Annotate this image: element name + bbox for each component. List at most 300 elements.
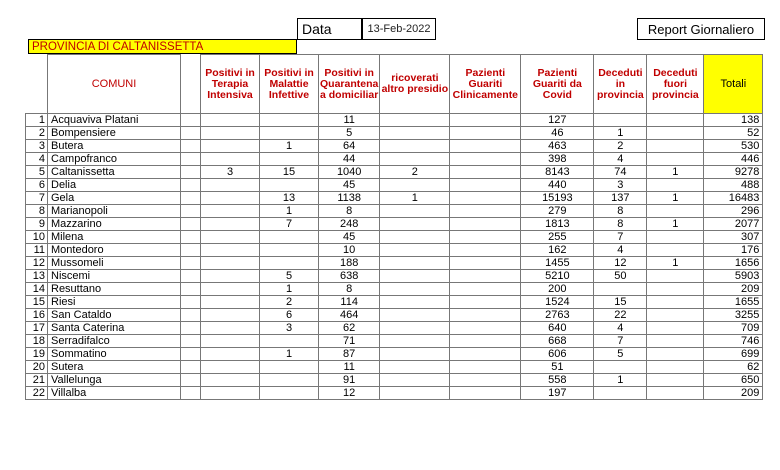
quarantena-value: 45 — [319, 231, 380, 244]
guariti-clinicamente-value — [450, 374, 521, 387]
quarantena-value: 114 — [319, 296, 380, 309]
malattie-infettive-value: 1 — [260, 283, 319, 296]
deceduti-fuori-value — [647, 231, 704, 244]
row-index: 20 — [26, 361, 48, 374]
row-index: 7 — [26, 192, 48, 205]
gap-cell — [181, 387, 201, 400]
row-index: 1 — [26, 114, 48, 127]
terapia-intensiva-value — [201, 114, 260, 127]
malattie-infettive-value: 15 — [260, 166, 319, 179]
quarantena-value: 64 — [319, 140, 380, 153]
guariti-covid-value: 279 — [521, 205, 594, 218]
deceduti-fuori-value — [647, 179, 704, 192]
ricoverati-value — [380, 218, 450, 231]
terapia-intensiva-value — [201, 127, 260, 140]
malattie-infettive-value — [260, 153, 319, 166]
guariti-clinicamente-value — [450, 153, 521, 166]
quarantena-value: 44 — [319, 153, 380, 166]
table-row — [26, 231, 763, 244]
deceduti-fuori-value — [647, 153, 704, 166]
guariti-clinicamente-value — [450, 283, 521, 296]
ricoverati-value — [380, 205, 450, 218]
guariti-covid-value: 463 — [521, 140, 594, 153]
guariti-clinicamente-value — [450, 387, 521, 400]
comune-name: Campofranco — [48, 153, 181, 166]
totali-value: 1655 — [704, 296, 763, 309]
gap-cell — [181, 114, 201, 127]
gap-cell — [181, 244, 201, 257]
quarantena-value: 62 — [319, 322, 380, 335]
totali-value: 488 — [704, 179, 763, 192]
deceduti-fuori-value — [647, 270, 704, 283]
ricoverati-value — [380, 270, 450, 283]
ricoverati-value — [380, 179, 450, 192]
deceduti-provincia-value — [594, 361, 647, 374]
table-row — [26, 335, 763, 348]
comune-name: San Cataldo — [48, 309, 181, 322]
row-index: 6 — [26, 179, 48, 192]
deceduti-provincia-value — [594, 283, 647, 296]
guariti-clinicamente-value — [450, 192, 521, 205]
guariti-clinicamente-value — [450, 114, 521, 127]
terapia-intensiva-value — [201, 309, 260, 322]
table-row — [26, 244, 763, 257]
ricoverati-value — [380, 335, 450, 348]
quarantena-value: 248 — [319, 218, 380, 231]
table-row — [26, 387, 763, 400]
ricoverati-value — [380, 348, 450, 361]
row-index: 13 — [26, 270, 48, 283]
province-title: PROVINCIA DI CALTANISSETTA — [28, 39, 297, 54]
deceduti-fuori-value: 1 — [647, 192, 704, 205]
totali-value: 296 — [704, 205, 763, 218]
deceduti-provincia-value — [594, 114, 647, 127]
totali-value: 16483 — [704, 192, 763, 205]
deceduti-fuori-value — [647, 361, 704, 374]
table-row — [26, 179, 763, 192]
table-row — [26, 374, 763, 387]
malattie-infettive-value — [260, 361, 319, 374]
table-row — [26, 361, 763, 374]
row-index: 21 — [26, 374, 48, 387]
gap-cell — [181, 127, 201, 140]
guariti-covid-value: 8143 — [521, 166, 594, 179]
ricoverati-value — [380, 374, 450, 387]
guariti-clinicamente-value — [450, 218, 521, 231]
malattie-infettive-value: 3 — [260, 322, 319, 335]
guariti-covid-value: 606 — [521, 348, 594, 361]
gap-cell — [181, 192, 201, 205]
row-index: 12 — [26, 257, 48, 270]
terapia-intensiva-value — [201, 387, 260, 400]
totali-value: 1656 — [704, 257, 763, 270]
deceduti-provincia-value: 4 — [594, 244, 647, 257]
deceduti-provincia-value: 137 — [594, 192, 647, 205]
table-row — [26, 205, 763, 218]
deceduti-provincia-value: 4 — [594, 153, 647, 166]
gap-cell — [181, 218, 201, 231]
totali-value: 709 — [704, 322, 763, 335]
ricoverati-value: 2 — [380, 166, 450, 179]
guariti-covid-value: 197 — [521, 387, 594, 400]
gap-cell — [181, 231, 201, 244]
guariti-clinicamente-value — [450, 166, 521, 179]
guariti-clinicamente-value — [450, 127, 521, 140]
guariti-covid-value: 162 — [521, 244, 594, 257]
report-table — [25, 54, 763, 400]
ricoverati-value — [380, 309, 450, 322]
gap-cell — [181, 283, 201, 296]
deceduti-provincia-value: 3 — [594, 179, 647, 192]
totali-value: 52 — [704, 127, 763, 140]
guariti-covid-value: 398 — [521, 153, 594, 166]
guariti-covid-value: 127 — [521, 114, 594, 127]
terapia-intensiva-value — [201, 335, 260, 348]
totali-value: 209 — [704, 387, 763, 400]
deceduti-fuori-value: 1 — [647, 166, 704, 179]
guariti-clinicamente-value — [450, 361, 521, 374]
ricoverati-value — [380, 257, 450, 270]
malattie-infettive-value — [260, 244, 319, 257]
comune-name: Gela — [48, 192, 181, 205]
guariti-clinicamente-value — [450, 335, 521, 348]
header-guariti-covid: Pazienti Guariti da Covid — [521, 55, 594, 114]
guariti-clinicamente-value — [450, 179, 521, 192]
deceduti-fuori-value — [647, 322, 704, 335]
deceduti-provincia-value: 5 — [594, 348, 647, 361]
header-index-cell — [26, 55, 48, 114]
report-title: Report Giornaliero — [637, 18, 765, 40]
guariti-clinicamente-value — [450, 244, 521, 257]
row-index: 18 — [26, 335, 48, 348]
totali-value: 9278 — [704, 166, 763, 179]
totali-value: 746 — [704, 335, 763, 348]
malattie-infettive-value: 1 — [260, 140, 319, 153]
quarantena-value: 188 — [319, 257, 380, 270]
totali-value: 699 — [704, 348, 763, 361]
deceduti-provincia-value: 1 — [594, 374, 647, 387]
table-row — [26, 322, 763, 335]
header-quarantena: Positivi in Quarantena a domiciliar — [319, 55, 380, 114]
table-row — [26, 114, 763, 127]
totali-value: 138 — [704, 114, 763, 127]
ricoverati-value — [380, 283, 450, 296]
table-row — [26, 348, 763, 361]
comune-name: Marianopoli — [48, 205, 181, 218]
gap-cell — [181, 257, 201, 270]
row-index: 17 — [26, 322, 48, 335]
malattie-infettive-value — [260, 179, 319, 192]
deceduti-provincia-value: 8 — [594, 205, 647, 218]
guariti-covid-value: 200 — [521, 283, 594, 296]
header-ricoverati: ricoverati altro presidio — [380, 55, 450, 114]
terapia-intensiva-value — [201, 218, 260, 231]
deceduti-fuori-value — [647, 283, 704, 296]
malattie-infettive-value: 13 — [260, 192, 319, 205]
gap-cell — [181, 361, 201, 374]
guariti-covid-value: 558 — [521, 374, 594, 387]
deceduti-fuori-value — [647, 127, 704, 140]
malattie-infettive-value — [260, 387, 319, 400]
guariti-covid-value: 1455 — [521, 257, 594, 270]
header-terapia-intensiva: Positivi in Terapia Intensiva — [201, 55, 260, 114]
terapia-intensiva-value — [201, 322, 260, 335]
comune-name: Resuttano — [48, 283, 181, 296]
table-row — [26, 283, 763, 296]
deceduti-fuori-value — [647, 244, 704, 257]
totali-value: 62 — [704, 361, 763, 374]
ricoverati-value — [380, 322, 450, 335]
quarantena-value: 5 — [319, 127, 380, 140]
row-index: 4 — [26, 153, 48, 166]
deceduti-fuori-value — [647, 335, 704, 348]
malattie-infettive-value: 6 — [260, 309, 319, 322]
terapia-intensiva-value — [201, 205, 260, 218]
guariti-clinicamente-value — [450, 140, 521, 153]
deceduti-provincia-value: 15 — [594, 296, 647, 309]
deceduti-provincia-value: 50 — [594, 270, 647, 283]
comune-name: Delia — [48, 179, 181, 192]
comune-name: Vallelunga — [48, 374, 181, 387]
table-row — [26, 166, 763, 179]
guariti-covid-value: 46 — [521, 127, 594, 140]
comune-name: Milena — [48, 231, 181, 244]
guariti-covid-value: 2763 — [521, 309, 594, 322]
comune-name: Caltanissetta — [48, 166, 181, 179]
quarantena-value: 464 — [319, 309, 380, 322]
deceduti-provincia-value — [594, 387, 647, 400]
malattie-infettive-value: 7 — [260, 218, 319, 231]
deceduti-fuori-value — [647, 387, 704, 400]
gap-cell — [181, 374, 201, 387]
quarantena-value: 10 — [319, 244, 380, 257]
row-index: 11 — [26, 244, 48, 257]
comune-name: Niscemi — [48, 270, 181, 283]
table-row — [26, 257, 763, 270]
terapia-intensiva-value — [201, 296, 260, 309]
gap-cell — [181, 335, 201, 348]
guariti-covid-value: 15193 — [521, 192, 594, 205]
quarantena-value: 91 — [319, 374, 380, 387]
comune-name: Acquaviva Platani — [48, 114, 181, 127]
row-index: 19 — [26, 348, 48, 361]
header-totali: Totali — [704, 55, 763, 114]
ricoverati-value — [380, 296, 450, 309]
guariti-clinicamente-value — [450, 348, 521, 361]
row-index: 16 — [26, 309, 48, 322]
quarantena-value: 1138 — [319, 192, 380, 205]
quarantena-value: 12 — [319, 387, 380, 400]
deceduti-fuori-value — [647, 114, 704, 127]
ricoverati-value — [380, 361, 450, 374]
gap-cell — [181, 166, 201, 179]
deceduti-provincia-value: 2 — [594, 140, 647, 153]
quarantena-value: 87 — [319, 348, 380, 361]
header-deceduti-fuori: Deceduti fuori provincia — [647, 55, 704, 114]
header-gap-cell — [181, 55, 201, 114]
malattie-infettive-value: 2 — [260, 296, 319, 309]
ricoverati-value — [380, 153, 450, 166]
ricoverati-value — [380, 114, 450, 127]
comune-name: Sutera — [48, 361, 181, 374]
quarantena-value: 45 — [319, 179, 380, 192]
totali-value: 446 — [704, 153, 763, 166]
table-row — [26, 192, 763, 205]
malattie-infettive-value — [260, 257, 319, 270]
malattie-infettive-value — [260, 231, 319, 244]
header-guariti-clinicamente: Pazienti Guariti Clinicamente — [450, 55, 521, 114]
gap-cell — [181, 270, 201, 283]
comune-name: Serradifalco — [48, 335, 181, 348]
table-row — [26, 296, 763, 309]
comune-name: Mussomeli — [48, 257, 181, 270]
guariti-clinicamente-value — [450, 270, 521, 283]
deceduti-provincia-value: 8 — [594, 218, 647, 231]
deceduti-fuori-value — [647, 205, 704, 218]
quarantena-value: 8 — [319, 205, 380, 218]
totali-value: 530 — [704, 140, 763, 153]
row-index: 8 — [26, 205, 48, 218]
row-index: 2 — [26, 127, 48, 140]
comune-name: Sommatino — [48, 348, 181, 361]
row-index: 15 — [26, 296, 48, 309]
table-row — [26, 218, 763, 231]
quarantena-value: 638 — [319, 270, 380, 283]
gap-cell — [181, 205, 201, 218]
row-index: 9 — [26, 218, 48, 231]
guariti-covid-value: 51 — [521, 361, 594, 374]
comune-name: Villalba — [48, 387, 181, 400]
deceduti-provincia-value: 22 — [594, 309, 647, 322]
terapia-intensiva-value — [201, 348, 260, 361]
quarantena-value: 71 — [319, 335, 380, 348]
row-index: 3 — [26, 140, 48, 153]
malattie-infettive-value: 1 — [260, 348, 319, 361]
row-index: 22 — [26, 387, 48, 400]
quarantena-value: 8 — [319, 283, 380, 296]
quarantena-value: 11 — [319, 361, 380, 374]
terapia-intensiva-value — [201, 231, 260, 244]
deceduti-fuori-value — [647, 309, 704, 322]
malattie-infettive-value — [260, 127, 319, 140]
totali-value: 5903 — [704, 270, 763, 283]
row-index: 5 — [26, 166, 48, 179]
gap-cell — [181, 140, 201, 153]
guariti-clinicamente-value — [450, 309, 521, 322]
guariti-clinicamente-value — [450, 296, 521, 309]
ricoverati-value — [380, 127, 450, 140]
ricoverati-value: 1 — [380, 192, 450, 205]
table-row — [26, 127, 763, 140]
terapia-intensiva-value — [201, 153, 260, 166]
ricoverati-value — [380, 231, 450, 244]
comune-name: Butera — [48, 140, 181, 153]
table-row — [26, 140, 763, 153]
totali-value: 307 — [704, 231, 763, 244]
terapia-intensiva-value: 3 — [201, 166, 260, 179]
terapia-intensiva-value — [201, 179, 260, 192]
deceduti-fuori-value — [647, 140, 704, 153]
deceduti-provincia-value: 1 — [594, 127, 647, 140]
guariti-clinicamente-value — [450, 205, 521, 218]
gap-cell — [181, 179, 201, 192]
header-row — [26, 55, 763, 114]
malattie-infettive-value: 1 — [260, 205, 319, 218]
header-deceduti-provincia: Deceduti in provincia — [594, 55, 647, 114]
totali-value: 650 — [704, 374, 763, 387]
malattie-infettive-value — [260, 114, 319, 127]
guariti-clinicamente-value — [450, 257, 521, 270]
guariti-covid-value: 5210 — [521, 270, 594, 283]
terapia-intensiva-value — [201, 140, 260, 153]
guariti-covid-value: 1813 — [521, 218, 594, 231]
deceduti-provincia-value: 74 — [594, 166, 647, 179]
ricoverati-value — [380, 387, 450, 400]
comune-name: Riesi — [48, 296, 181, 309]
gap-cell — [181, 153, 201, 166]
terapia-intensiva-value — [201, 361, 260, 374]
table-row — [26, 153, 763, 166]
gap-cell — [181, 309, 201, 322]
malattie-infettive-value: 5 — [260, 270, 319, 283]
row-index: 14 — [26, 283, 48, 296]
comune-name: Montedoro — [48, 244, 181, 257]
gap-cell — [181, 348, 201, 361]
totali-value: 3255 — [704, 309, 763, 322]
terapia-intensiva-value — [201, 374, 260, 387]
gap-cell — [181, 322, 201, 335]
guariti-clinicamente-value — [450, 231, 521, 244]
deceduti-fuori-value — [647, 296, 704, 309]
totali-value: 176 — [704, 244, 763, 257]
comune-name: Mazzarino — [48, 218, 181, 231]
comune-name: Bompensiere — [48, 127, 181, 140]
date-label: Data — [297, 18, 362, 40]
terapia-intensiva-value — [201, 270, 260, 283]
header-malattie-infettive: Positivi in Malattie Infettive — [260, 55, 319, 114]
totali-value: 2077 — [704, 218, 763, 231]
header-comuni: COMUNI — [48, 55, 181, 114]
deceduti-provincia-value: 7 — [594, 231, 647, 244]
terapia-intensiva-value — [201, 257, 260, 270]
deceduti-fuori-value — [647, 374, 704, 387]
terapia-intensiva-value — [201, 192, 260, 205]
malattie-infettive-value — [260, 335, 319, 348]
quarantena-value: 11 — [319, 114, 380, 127]
guariti-covid-value: 440 — [521, 179, 594, 192]
deceduti-provincia-value: 7 — [594, 335, 647, 348]
guariti-covid-value: 668 — [521, 335, 594, 348]
deceduti-fuori-value — [647, 348, 704, 361]
gap-cell — [181, 296, 201, 309]
malattie-infettive-value — [260, 374, 319, 387]
quarantena-value: 1040 — [319, 166, 380, 179]
guariti-covid-value: 255 — [521, 231, 594, 244]
table-row — [26, 309, 763, 322]
row-index: 10 — [26, 231, 48, 244]
deceduti-provincia-value: 12 — [594, 257, 647, 270]
deceduti-fuori-value: 1 — [647, 218, 704, 231]
ricoverati-value — [380, 140, 450, 153]
guariti-covid-value: 1524 — [521, 296, 594, 309]
totali-value: 209 — [704, 283, 763, 296]
ricoverati-value — [380, 244, 450, 257]
comune-name: Santa Caterina — [48, 322, 181, 335]
terapia-intensiva-value — [201, 244, 260, 257]
terapia-intensiva-value — [201, 283, 260, 296]
guariti-covid-value: 640 — [521, 322, 594, 335]
date-value: 13-Feb-2022 — [362, 18, 436, 40]
